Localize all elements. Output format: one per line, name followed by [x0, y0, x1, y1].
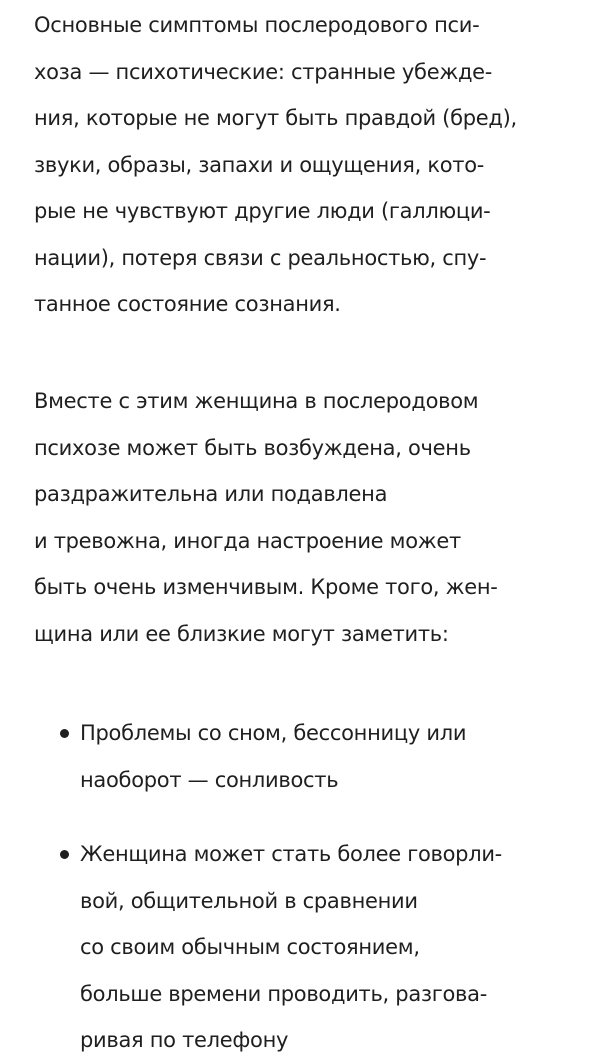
- symptom-list: [34, 710, 502, 1064]
- paragraph-line: хоза — психотические: странные убежде-: [34, 59, 493, 84]
- bullet-icon: [60, 850, 69, 859]
- list-item-line: вой, общительной в сравнении: [80, 888, 418, 913]
- paragraph-line: Вместе с этим женщина в послеродовом: [34, 389, 479, 413]
- paragraph-line: ния, которые не могут быть правдой (бред),: [34, 106, 517, 130]
- paragraph-line: рые не чувствуют другие люди (галлюци-: [34, 199, 491, 223]
- list-item-line: ривая по телефону: [80, 1028, 289, 1052]
- paragraph-line: танное состояние сознания.: [34, 292, 341, 316]
- paragraph-line: и тревожна, иногда настроение может: [34, 528, 461, 553]
- paragraph-line: психозе может быть возбуждена, очень: [34, 435, 471, 460]
- paragraph-line: щина или ее близкие могут заметить:: [34, 621, 449, 646]
- list-item: [34, 831, 502, 1064]
- list-item-line: Женщина может стать более говорли-: [80, 842, 502, 866]
- list-item-line: больше времени проводить, разгова-: [80, 981, 487, 1006]
- paragraph-line: звуки, образы, запахи и ощущения, кото-: [34, 152, 485, 177]
- paragraph-mood: [34, 378, 498, 657]
- paragraph-symptoms: [34, 2, 517, 328]
- list-item-line: Проблемы со сном, бессонницу или: [80, 721, 467, 745]
- paragraph-line: нации), потеря связи с реальностью, спу-: [34, 245, 487, 270]
- paragraph-line: раздражительна или подавлена: [34, 482, 388, 506]
- list-item: [34, 710, 502, 803]
- list-item-line: наоборот — сонливость: [80, 767, 339, 792]
- list-item-line: со своим обычным состоянием,: [80, 935, 420, 959]
- paragraph-line: Основные симптомы послеродового пси-: [34, 13, 480, 37]
- paragraph-line: быть очень изменчивым. Кроме того, жен-: [34, 575, 498, 599]
- bullet-icon: [60, 729, 69, 738]
